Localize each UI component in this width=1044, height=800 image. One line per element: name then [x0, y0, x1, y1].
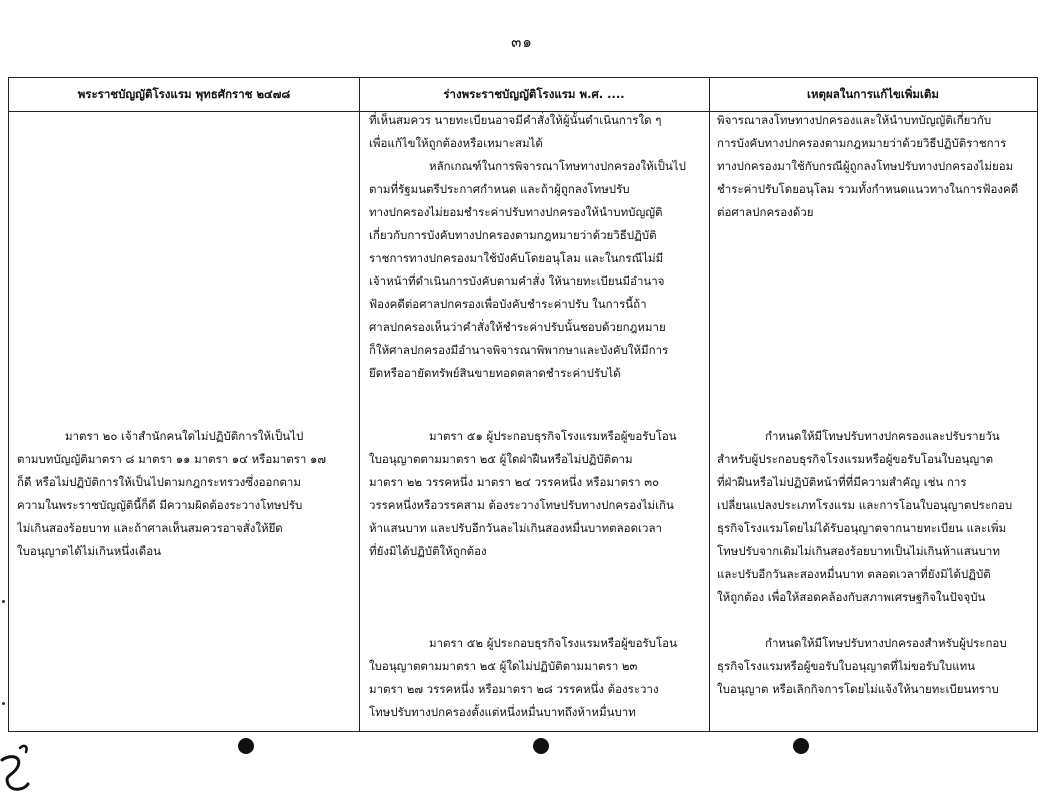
draft-act-section-52 — [369, 632, 707, 724]
text-line: ธุรกิจโรงแรมหรือผู้ขอรับใบอนุญาตที่ไม่ขอรับใบแทน — [717, 659, 976, 673]
text-line: ราชการทางปกครองมาใช้บังคับโดยอนุโลม และในกรณีไม่มี — [369, 251, 664, 265]
draft-act-section-51 — [369, 425, 707, 563]
text-line: ศาลปกครองเห็นว่าคำสั่งให้ชำระค่าปรับนั้นชอบด้วยกฎหมาย — [369, 320, 666, 334]
text-line: มาตรา ๒๐ เจ้าสำนักคนใดไม่ปฏิบัติการให้เป็นไป — [65, 429, 304, 443]
text-line: ที่เห็นสมควร นายทะเบียนอาจมีคำสั่งให้ผู้นั้นดำเนินการใด ๆ — [369, 113, 662, 127]
reason-continuation — [717, 109, 1035, 224]
text-line: ทางปกครองไม่ยอมชำระค่าปรับทางปกครองให้นำบทบัญญัติ — [369, 205, 663, 219]
page-number: ๓๑ — [511, 33, 533, 51]
text-line: ที่ฝ่าฝืนหรือไม่ปฏิบัติหน้าที่ที่มีความสำคัญ เช่น การ — [717, 475, 967, 489]
text-line: กำหนดให้มีโทษปรับทางปกครองและปรับรายวัน — [765, 429, 1000, 443]
text-line: กำหนดให้มีโทษปรับทางปกครองสำหรับผู้ประกอบ — [765, 636, 1007, 650]
text-line: หลักเกณฑ์ในการพิจารณาโทษทางปกครองให้เป็นไป — [429, 159, 686, 173]
text-line: ห้าแสนบาท และปรับอีกวันละไม่เกินสองหมื่นบาทตลอดเวลา — [369, 521, 662, 535]
text-line: ใบอนุญาตตามมาตรา ๒๕ ผู้ใดไม่ปฏิบัติตามมาตรา ๒๓ — [369, 659, 638, 673]
text-line: เปลี่ยนแปลงประเภทโรงแรม และการโอนใบอนุญาตประกอบ — [717, 498, 1013, 512]
column-divider — [709, 78, 710, 731]
text-line: สำหรับผู้ประกอบธุรกิจโรงแรมหรือผู้ขอรับโอนใบอนุญาต — [717, 452, 994, 466]
text-line: ให้ถูกต้อง เพื่อให้สอดคล้องกับสภาพเศรษฐกิจในปัจจุบัน — [717, 590, 986, 604]
header-current-act: พระราชบัญญัติโรงแรม พุทธศักราช ๒๔๗๘ — [77, 87, 291, 101]
reason-section-52 — [717, 632, 1035, 701]
text-line: ธุรกิจโรงแรมโดยไม่ได้รับอนุญาตจากนายทะเบียน และเพิ่ม — [717, 521, 1007, 535]
text-line: ตามบทบัญญัติมาตรา ๘ มาตรา ๑๑ มาตรา ๑๔ หรือมาตรา ๑๗ — [17, 452, 326, 466]
text-line: ก็ให้ศาลปกครองมีอำนาจพิจารณาพิพากษาและบังคับให้มีการ — [369, 343, 669, 357]
text-line: ใบอนุญาต หรือเลิกกิจการโดยไม่แจ้งให้นายทะเบียนทราบ — [717, 682, 999, 696]
text-line: การบังคับทางปกครองตามกฎหมายว่าด้วยวิธีปฏิบัติราชการ — [717, 136, 1007, 150]
text-line: ก็ดี หรือไม่ปฏิบัติการให้เป็นไปตามกฎกระทรวงซึ่งออกตาม — [17, 475, 301, 489]
scan-speck — [2, 600, 5, 603]
text-line: ใบอนุญาตตามมาตรา ๒๕ ผู้ใดฝ่าฝืนหรือไม่ปฏิบัติตาม — [369, 452, 633, 466]
header-draft-act: ร่างพระราชบัญญัติโรงแรม พ.ศ. .... — [443, 87, 625, 101]
text-line: วรรคหนึ่งหรือวรรคสาม ต้องระวางโทษปรับทางปกครองไม่เกิน — [369, 498, 674, 512]
text-line: มาตรา ๕๑ ผู้ประกอบธุรกิจโรงแรมหรือผู้ขอรับโอน — [429, 429, 677, 443]
text-line: และปรับอีกวันละสองหมื่นบาท ตลอดเวลาที่ยังมิได้ปฏิบัติ — [717, 567, 991, 581]
scan-speck — [2, 702, 5, 705]
text-line: พิจารณาลงโทษทางปกครองและให้นำบทบัญญัติเกี่ยวกับ — [717, 113, 992, 127]
text-line: มาตรา ๒๒ วรรคหนึ่ง มาตรา ๒๔ วรรคหนึ่ง หรือมาตรา ๓๐ — [369, 475, 660, 489]
text-line: เกี่ยวกับการบังคับทางปกครองตามกฎหมายว่าด้วยวิธีปฏิบัติ — [369, 228, 657, 242]
text-line: ที่ยังมิได้ปฏิบัติให้ถูกต้อง — [369, 544, 487, 558]
current-act-section-20 — [17, 425, 355, 563]
reason-section-51 — [717, 425, 1035, 609]
text-line: ต่อศาลปกครองด้วย — [717, 205, 814, 219]
text-line: มาตรา ๕๒ ผู้ประกอบธุรกิจโรงแรมหรือผู้ขอรับโอน — [429, 636, 677, 650]
text-line: โทษปรับจากเดิมไม่เกินสองร้อยบาทเป็นไม่เกินห้าแสนบาท — [717, 544, 1000, 558]
punch-hole-dot-icon — [793, 738, 809, 754]
text-line: ความในพระราชบัญญัตินี้ก็ดี มีความผิดต้องระวางโทษปรับ — [17, 498, 303, 512]
text-line: ตามที่รัฐมนตรีประกาศกำหนด และถ้าผู้ถูกลงโทษปรับ — [369, 182, 630, 196]
text-line: เจ้าหน้าที่ดำเนินการบังคับตามคำสั่ง ให้นายทะเบียนมีอำนาจ — [369, 274, 665, 288]
text-line: โทษปรับทางปกครองตั้งแต่หนึ่งหมื่นบาทถึงห้าหมื่นบาท — [369, 705, 636, 719]
column-divider — [359, 78, 360, 731]
punch-hole-dot-icon — [238, 738, 254, 754]
text-line: ชำระค่าปรับโดยอนุโลม รวมทั้งกำหนดแนวทางในการฟ้องคดี — [717, 182, 1019, 196]
text-line: ไม่เกินสองร้อยบาท และถ้าศาลเห็นสมควรอาจสั่งให้ยึด — [17, 521, 283, 535]
text-line: ฟ้องคดีต่อศาลปกครองเพื่อบังคับชำระค่าปรับ ในการนี้ถ้า — [369, 297, 647, 311]
text-line: มาตรา ๒๗ วรรคหนึ่ง หรือมาตรา ๒๘ วรรคหนึ่ง ต้องระวาง — [369, 682, 659, 696]
punch-hole-dot-icon — [533, 738, 549, 754]
comparison-table — [8, 77, 1038, 732]
text-line: ทางปกครองมาใช้กับกรณีผู้ถูกลงโทษปรับทางปกครองไม่ยอม — [717, 159, 1014, 173]
text-line: ใบอนุญาตได้ไม่เกินหนึ่งเดือน — [17, 544, 162, 558]
header-reasons: เหตุผลในการแก้ไขเพิ่มเติม — [807, 87, 939, 101]
text-line: ยึดหรืออายัดทรัพย์สินขายทอดตลาดชำระค่าปรับได้ — [369, 366, 621, 380]
handwritten-mark-icon — [0, 740, 32, 800]
draft-act-continuation — [369, 109, 707, 385]
text-line: เพื่อแก้ไขให้ถูกต้องหรือเหมาะสมได้ — [369, 136, 543, 150]
